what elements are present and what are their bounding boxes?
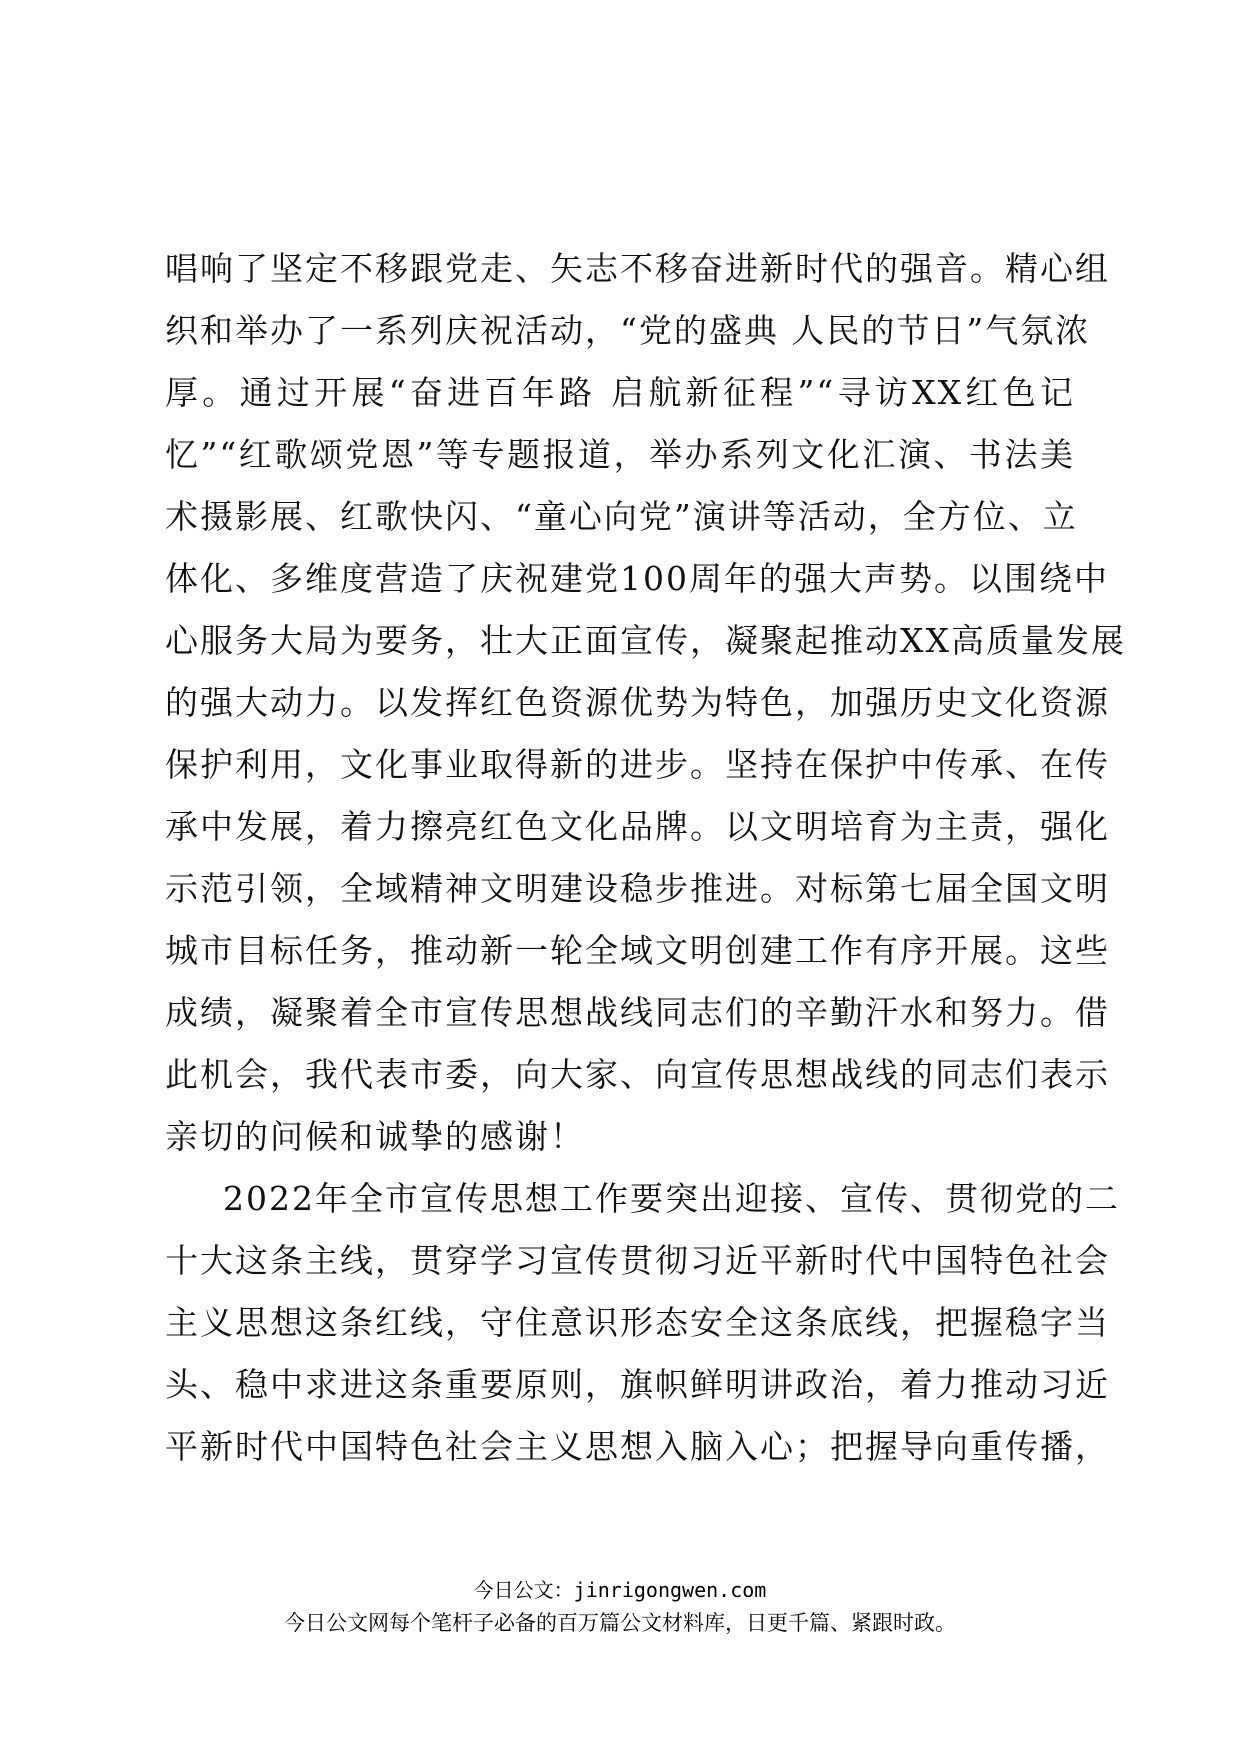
- page-footer: [0, 1575, 1240, 1639]
- text-line: 承中发展，着力擦亮红色文化品牌。以文明培育为主责，强化: [165, 807, 1110, 846]
- text-line: 亲切的问候和诚挚的感谢！: [165, 1117, 585, 1156]
- footer-slogan: 今日公文网每个笔杆子必备的百万篇公文材料库，日更千篇、紧跟时政。: [284, 1611, 956, 1635]
- text-line: 织和举办了一系列庆祝活动，“党的盛典 人民的节日”气氛浓: [165, 311, 1091, 350]
- text-line: 术摄影展、红歌快闪、“童心向党”演讲等活动，全方位、立: [165, 497, 1078, 536]
- text-line: 平新时代中国特色社会主义思想入脑入心；把握导向重传播，: [165, 1427, 1110, 1466]
- text-line: 此机会，我代表市委，向大家、向宣传思想战线的同志们表示: [165, 1055, 1110, 1094]
- document-body: [165, 238, 1126, 1478]
- text-line: 2022年全市宣传思想工作要突出迎接、宣传、贯彻党的二: [223, 1179, 1120, 1218]
- text-line: 保护利用，文化事业取得新的进步。坚持在保护中传承、在传: [165, 745, 1110, 784]
- text-line: 心服务大局为要务，壮大正面宣传，凝聚起推动XX高质量发展: [165, 621, 1126, 660]
- text-line: 成绩，凝聚着全市宣传思想战线同志们的辛勤汗水和努力。借: [165, 993, 1110, 1032]
- text-line: 十大这条主线，贯穿学习宣传贯彻习近平新时代中国特色社会: [165, 1241, 1110, 1280]
- text-line: 示范引领，全域精神文明建设稳步推进。对标第七届全国文明: [165, 869, 1110, 908]
- text-line: 忆”“红歌颂党恩”等专题报道，举办系列文化汇演、书法美: [165, 435, 1075, 474]
- footer-site-link[interactable]: jinrigongwen.com: [573, 1578, 767, 1602]
- text-line: 体化、多维度营造了庆祝建党100周年的强大声势。以围绕中: [165, 559, 1109, 598]
- text-line: 唱响了坚定不移跟党走、矢志不移奋进新时代的强音。精心组: [165, 249, 1110, 288]
- text-line: 的强大动力。以发挥红色资源优势为特色，加强历史文化资源: [165, 683, 1110, 722]
- footer-site-label: 今日公文：: [473, 1578, 574, 1602]
- text-line: 城市目标任务，推动新一轮全域文明创建工作有序开展。这些: [165, 931, 1110, 970]
- footer-site-line: [0, 1575, 1240, 1605]
- text-line: 头、稳中求进这条重要原则，旗帜鲜明讲政治，着力推动习近: [165, 1365, 1110, 1404]
- paragraph-2: [165, 1168, 1120, 1478]
- text-line: 厚。通过开展“奋进百年路 启航新征程”“寻访XX红色记: [165, 373, 1075, 412]
- paragraph-1: [165, 238, 1126, 1168]
- text-line: 主义思想这条红线，守住意识形态安全这条底线，把握稳字当: [165, 1303, 1110, 1342]
